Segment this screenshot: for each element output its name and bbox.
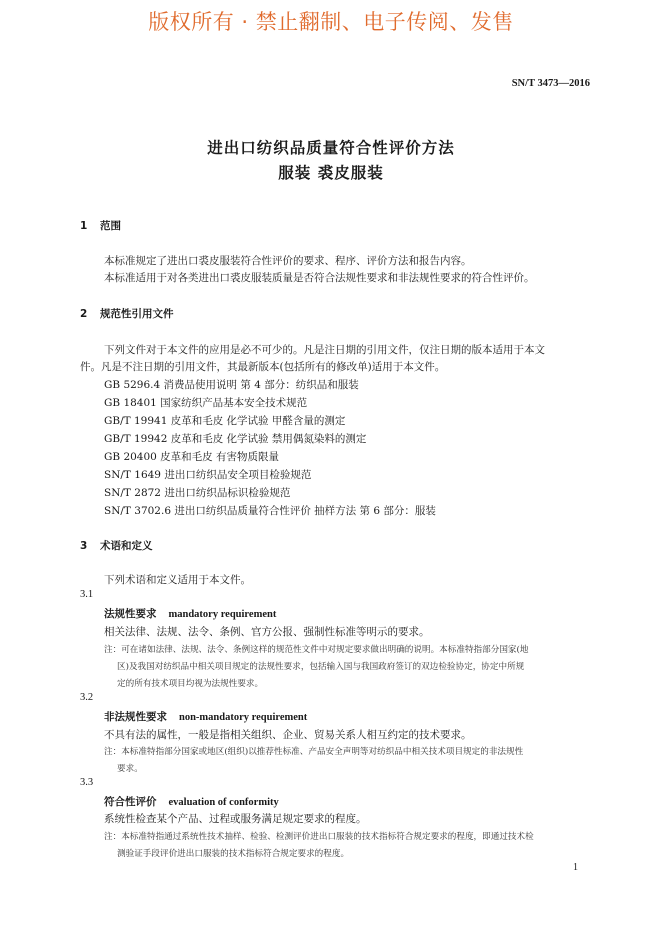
document-title: 进出口纺织品质量符合性评价方法 xyxy=(207,139,455,157)
page-number: 1 xyxy=(573,862,578,873)
reference-item: SN/T 2872 进出口纺织品标识检验规范 xyxy=(104,487,291,499)
scope-paragraph-1: 本标准规定了进出口裘皮服装符合性评价的要求、程序、评价方法和报告内容。 xyxy=(104,255,472,267)
reference-item: GB/T 19942 皮革和毛皮 化学试验 禁用偶氮染料的测定 xyxy=(104,433,367,445)
section-title: 术语和定义 xyxy=(100,540,153,552)
section-heading-normative xyxy=(80,306,174,321)
terms-intro: 下列术语和定义适用于本文件。 xyxy=(104,574,251,586)
section-number: 2 xyxy=(80,308,88,320)
section-number: 3 xyxy=(80,540,88,552)
reference-item: SN/T 1649 进出口纺织品安全项目检验规范 xyxy=(104,469,312,481)
term-english: evaluation of conformity xyxy=(168,797,279,808)
term-note-line: 注：可在诸如法律、法规、法令、条例这样的规范性文件中对规定要求做出明确的说明。本标准特指部分国家(地 xyxy=(104,645,529,655)
term-note-line: 注：本标准特指通过系统性技术抽样、检验、检测评价进出口服装的技术指标符合规定要求的程度，即通过技术检 xyxy=(104,832,534,842)
term-note-line: 区)及我国对纺织品中相关项目规定的法规性要求，包括输入国与我国政府签订的双边检验协定，协定中所规 xyxy=(117,662,525,672)
term-definition: 不具有法的属性，一般是指相关组织、企业、贸易关系人相互约定的技术要求。 xyxy=(104,729,472,741)
term-number: 3.1 xyxy=(80,589,94,600)
normative-intro-line-1: 下列文件对于本文件的应用是必不可少的。凡是注日期的引用文件，仅注日期的版本适用于本文 xyxy=(104,344,545,356)
reference-item: GB/T 19941 皮革和毛皮 化学试验 甲醛含量的测定 xyxy=(104,415,346,427)
term-chinese: 法规性要求 xyxy=(104,608,157,620)
section-number: 1 xyxy=(80,220,88,232)
term-english: non-mandatory requirement xyxy=(179,712,308,723)
normative-intro-line-2: 件。凡是不注日期的引用文件，其最新版本(包括所有的修改单)适用于本文件。 xyxy=(80,361,446,373)
scope-paragraph-2: 本标准适用于对各类进出口裘皮服装质量是否符合法规性要求和非法规性要求的符合性评价。 xyxy=(104,272,535,284)
term-note-line: 定的所有技术项目均视为法规性要求。 xyxy=(117,679,264,689)
standard-code: SN/T 3473—2016 xyxy=(511,78,590,89)
term-chinese: 符合性评价 xyxy=(104,796,157,808)
reference-item: GB 5296.4 消费品使用说明 第 4 部分：纺织品和服装 xyxy=(104,379,359,391)
reference-item: SN/T 3702.6 进出口纺织品质量符合性评价 抽样方法 第 6 部分：服装 xyxy=(104,505,436,517)
term-note-line: 要求。 xyxy=(117,764,143,774)
term-number: 3.2 xyxy=(80,692,94,703)
term-heading xyxy=(104,606,276,621)
section-heading-terms xyxy=(80,538,153,553)
term-heading xyxy=(104,709,307,724)
section-heading-scope xyxy=(80,218,121,233)
term-chinese: 非法规性要求 xyxy=(104,711,167,723)
term-note-line: 注：本标准特指部分国家或地区(组织)以推荐性标准、产品安全声明等对纺织品中相关技术项目规定的非法规性 xyxy=(104,747,524,757)
term-english: mandatory requirement xyxy=(168,609,277,620)
reference-item: GB 20400 皮革和毛皮 有害物质限量 xyxy=(104,451,280,463)
term-note-line: 测验证手段评价进出口服装的技术指标符合规定要求的程度。 xyxy=(117,849,350,859)
reference-item: GB 18401 国家纺织产品基本安全技术规范 xyxy=(104,397,308,409)
term-number: 3.3 xyxy=(80,777,94,788)
section-title: 规范性引用文件 xyxy=(100,308,174,320)
watermark-banner: 版权所有 · 禁止翻制、电子传阅、发售 xyxy=(148,10,514,34)
term-definition: 系统性检查某个产品、过程或服务满足规定要求的程度。 xyxy=(104,813,367,825)
section-title: 范围 xyxy=(100,220,121,232)
term-definition: 相关法律、法规、法令、条例、官方公报、强制性标准等明示的要求。 xyxy=(104,626,430,638)
term-heading xyxy=(104,794,279,809)
document-subtitle: 服装 裘皮服装 xyxy=(278,164,384,182)
